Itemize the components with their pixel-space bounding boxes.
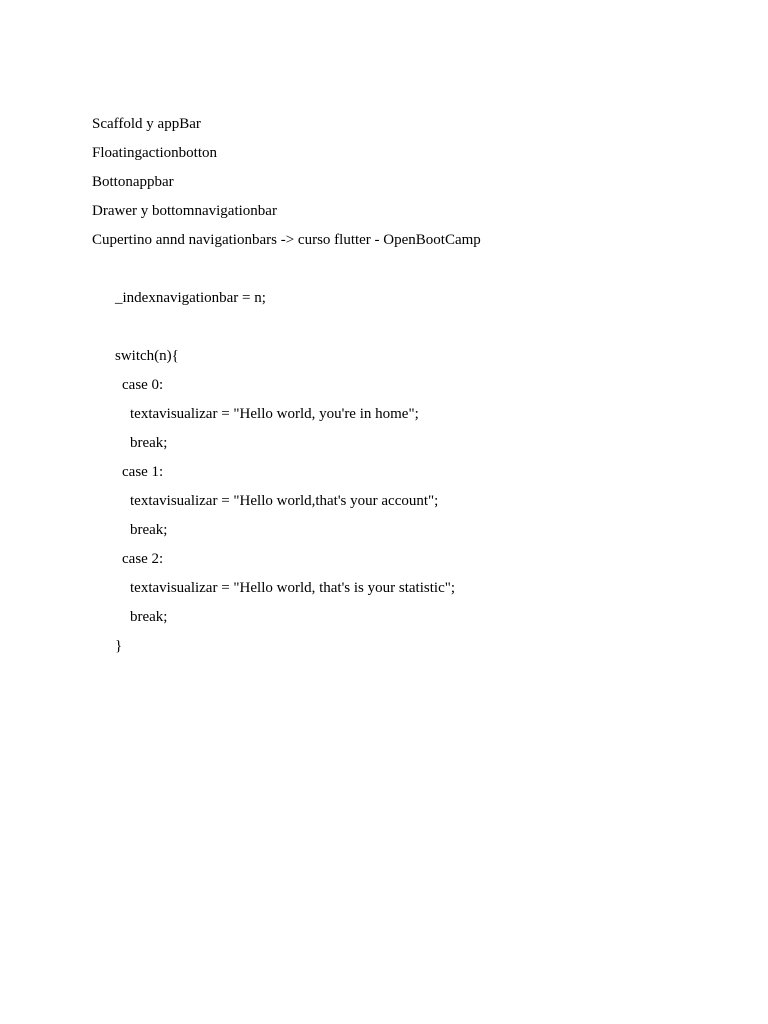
code-break-0: break; [130,435,168,451]
code-case-1-body: textavisualizar = "Hello world,that's your account"; [130,493,439,509]
note-scaffold-appbar: Scaffold y appBar [92,116,201,132]
code-case-2: case 2: [122,551,164,567]
code-switch-open: switch(n){ [115,348,179,364]
code-case-2-body: textavisualizar = "Hello world, that's is your statistic"; [130,580,456,596]
code-break-2: break; [130,609,168,625]
note-floatingactionbutton: Floatingactionbotton [92,145,217,161]
code-break-1: break; [130,522,168,538]
code-assign-index: _indexnavigationbar = n; [115,290,266,306]
note-drawer-bottomnav: Drawer y bottomnavigationbar [92,203,277,219]
note-cupertino: Cupertino annd navigationbars -> curso flutter - OpenBootCamp [92,232,481,248]
code-case-1: case 1: [122,464,164,480]
note-bottomappbar: Bottonappbar [92,174,174,190]
code-case-0-body: textavisualizar = "Hello world, you're in home"; [130,406,419,422]
code-case-0: case 0: [122,377,164,393]
code-switch-close: } [115,638,123,654]
